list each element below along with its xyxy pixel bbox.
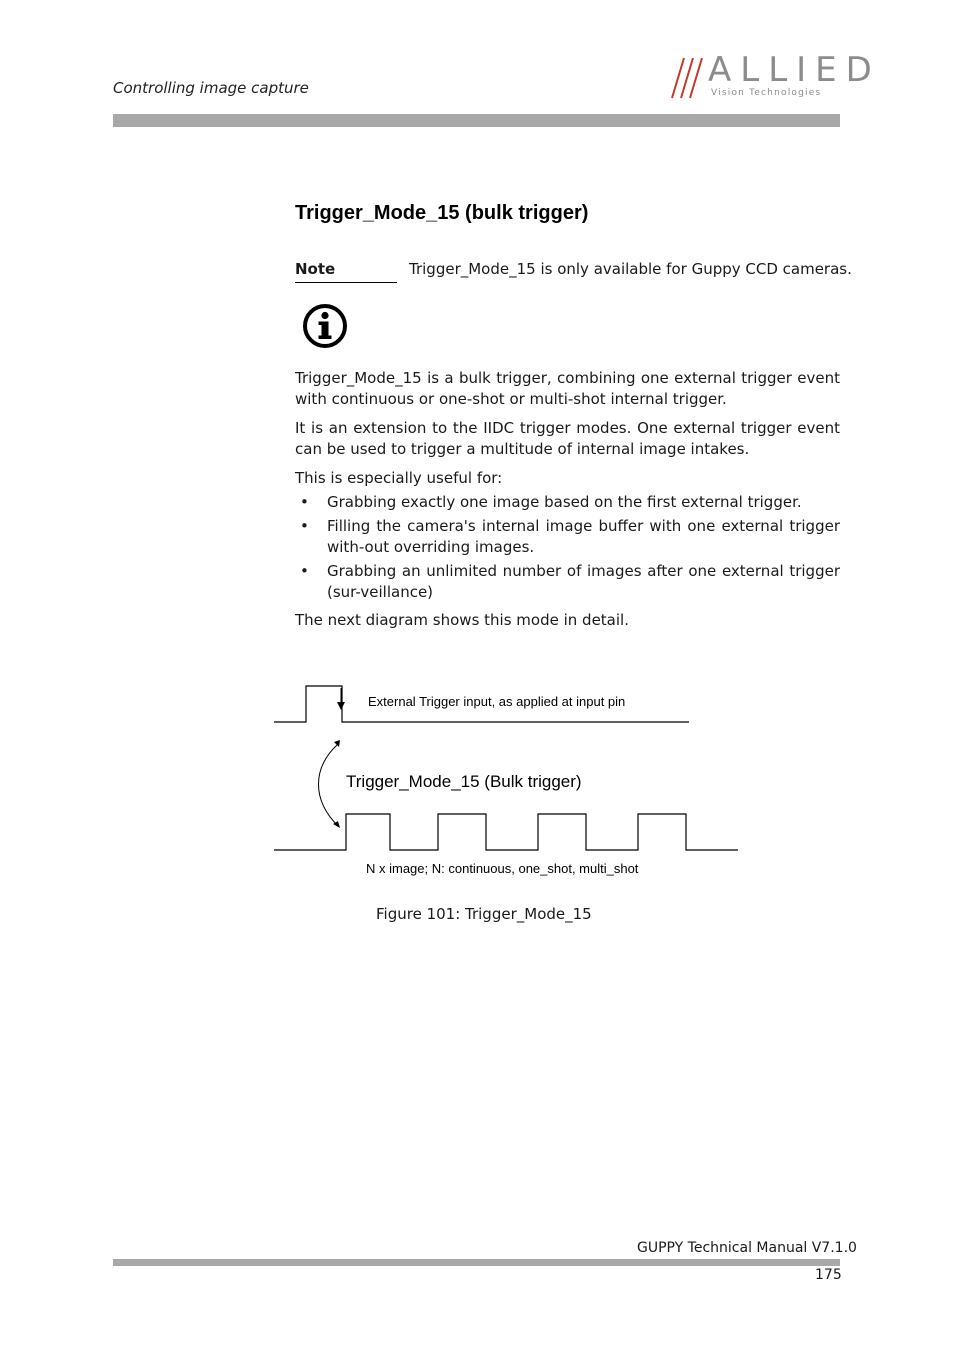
running-header: Controlling image capture <box>113 79 309 97</box>
curved-arrow <box>319 744 339 826</box>
middle-label: Trigger_Mode_15 (Bulk trigger) <box>346 772 582 791</box>
timing-diagram <box>270 680 750 890</box>
use-case-list <box>295 492 840 606</box>
footer-rule <box>113 1259 840 1266</box>
logo-tagline: Vision Technologies <box>711 88 822 98</box>
figure-caption: Figure 101: Trigger_Mode_15 <box>376 905 592 923</box>
trigger-edge-arrow <box>337 702 345 710</box>
paragraph-useful-for: This is especially useful for: <box>295 469 503 487</box>
list-item: • Grabbing an unlimited number of images after one external trigger (sur-veillance) <box>300 562 840 601</box>
note-label: Note <box>295 260 397 283</box>
list-item: • Filling the camera's internal image buffer with one external trigger with-out overriding images. <box>300 517 840 556</box>
logo-wordmark: ALLIED <box>708 50 881 90</box>
logo-slashes <box>664 54 710 102</box>
section-title: Trigger_Mode_15 (bulk trigger) <box>295 202 589 224</box>
header-rule <box>113 114 840 127</box>
page-number: 175 <box>815 1267 842 1283</box>
info-icon <box>301 302 349 350</box>
top-label: External Trigger input, as applied at input pin <box>368 694 626 709</box>
company-logo <box>664 50 881 102</box>
paragraph-diagram-intro: The next diagram shows this mode in detail. <box>295 611 629 629</box>
footer-manual-title: GUPPY Technical Manual V7.1.0 <box>637 1240 857 1256</box>
internal-image-waveform <box>274 814 738 850</box>
note-text: Trigger_Mode_15 is only available for Guppy CCD cameras. <box>409 260 852 278</box>
bottom-label: N x image; N: continuous, one_shot, multi_shot <box>366 861 639 876</box>
paragraph-intro: Trigger_Mode_15 is a bulk trigger, combining one external trigger event with continuous or one-shot or multi-shot internal trigger. <box>295 369 840 408</box>
list-item: • Grabbing exactly one image based on the first external trigger. <box>300 493 802 511</box>
paragraph-extension: It is an extension to the IIDC trigger modes. One external trigger event can be used to trigger a multitude of internal image intakes. <box>295 419 840 458</box>
